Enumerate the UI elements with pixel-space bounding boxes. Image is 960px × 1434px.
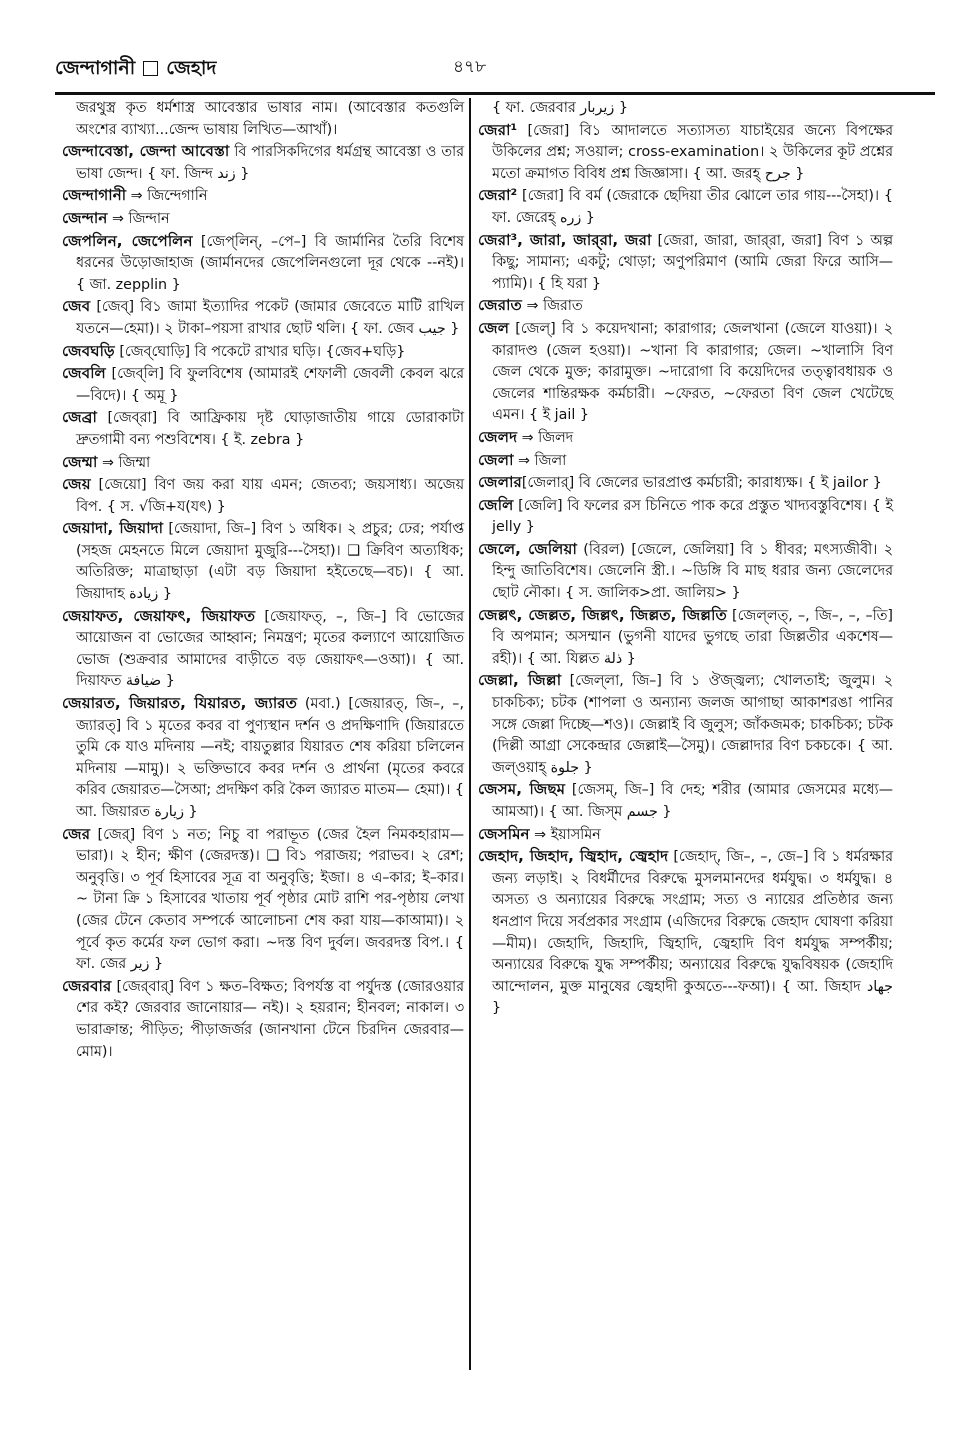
entry-headword: জেলদ [478, 427, 518, 446]
entry-definition: [জেরা] বি বর্ম (জেরাকে ছেদিয়া তীর ঝোলে তার গায়---সৈহা)। { ফা. জেরেহ্ زره } [492, 188, 893, 226]
entry-definition: [জেরা] বি১ আদালতে সত্যাসত্য যাচাইয়ের জন্যে বিপক্ষের উকিলের প্রশ্ন; সওয়াল; cross-examination। ২ উকিলের কূট প্রশ্নের মতো ক্রমাগত বিবিধ প্রশ্ন জিজ্ঞাসা। { আ. জরহ্ جرح } [492, 122, 893, 182]
entry-headword: জেরবার [62, 976, 112, 995]
dictionary-entry [478, 295, 893, 318]
dictionary-entry [62, 363, 464, 407]
dictionary-entry [478, 779, 893, 823]
dictionary-entry [62, 208, 464, 231]
dictionary-entry [62, 231, 464, 297]
entry-headword: জেরা¹ [478, 120, 518, 139]
running-head-left: জেন্দাগানী [55, 57, 136, 79]
entry-headword: জেল্লা, জিল্লা [478, 671, 562, 690]
entry-headword: জেলি [478, 495, 514, 514]
entry-headword: জেয় [62, 475, 91, 494]
entry-definition: ⇒ জিলদ [517, 429, 574, 446]
dictionary-entry [62, 141, 464, 185]
entry-headword: জেল্লৎ, জেল্লত, জিল্লৎ, জিল্লত, জিল্লতি [478, 605, 727, 624]
entry-definition: ⇒ জিরাত [521, 298, 583, 315]
entry-definition: [জেরা, জারা, জার্‌রা, জরা] বিণ ১ অল্প কিছু; সামান্য; একটু; থোড়া; অণুপরিমাণ (আমি জেরা ফিরে আসি—প্যামি)। { হি যরা } [492, 232, 893, 292]
entry-headword: জেলা [478, 450, 514, 469]
entry-headword: জেলে, জেলিয়া [478, 539, 577, 558]
dictionary-entry [478, 450, 893, 473]
dictionary-entry [478, 846, 893, 1020]
entry-definition: [জেহাদ্, জি–, –, জে–] বি ১ ধর্মরক্ষার জন্য লড়াই। ২ বিধর্মীদের বিরুদ্ধে মুসলমানদের ধর্মযুদ্ধ। ৩ ধর্মযুদ্ধ। ৪ অসত্য ও অন্যায়ের বিরুদ্ধে সংগ্রাম; সত্য ও ন্যায়ের প্রতিষ্ঠার জন্য ধনপ্রাণ দিয়ে সর্বপ্রকার সংগ্রাম (এজিদের বিরুদ্ধে জেহাদ ঘোষণা করিয়া —মীম)। জেহাদি, জিহাদি, জ্বিহাদি, জ্বেহাদি বিণ ধর্মযুদ্ধ সম্পর্কীয়; অন্যায়ের বিরুদ্ধে যুদ্ধ সম্পর্কীয়; অন্যায়ের বিরুদ্ধে যুদ্ধবিষয়ক (জেহাদি আন্দোলন, মুক্ত মানুষের জ্বেহাদী কুঅতে---ফআ)। { আ. জিহাদ جهاد } [492, 849, 893, 1017]
entry-definition: বি পারসিকদিগের ধর্মগ্রন্থ আবেস্তা ও তার ভাষা জেন্দ। { ফা. জিন্দ زند } [76, 144, 464, 182]
entry-headword: জেন্দান [62, 208, 108, 227]
entry-definition: [জেয়াফত্, –, জি–] বি ভোজের আয়োজন বা ভোজের আহ্বান; নিমন্ত্রণ; মৃতের কল্যাণে আয়োজিত ভোজ (শুক্রবার আমাদের বাড়ীতে বড় জেয়াফৎ—ওআ)। { আ. দিয়াফত ضيافة } [76, 608, 464, 690]
entry-definition: (মবা.) [জেয়ারত্, জি–, –, জ্যারত্] বি ১ মৃতের কবর বা পুণ্যস্থান দর্শন ও প্রদক্ষিণাদি (জিয়ারতে তুমি কে যাও মদিনায় —নই; বায়তুল্লার যিয়ারত শেষ করিয়া চলিলেন মদিনায় —মামু)। ২ ভক্তিভাবে কবর দর্শন ও প্রার্থনা (মৃতের কবরে করিব জেয়ারত—সৈআ; প্রদক্ষিণ করি কৈল জ্যারত মাতম— হেমা)। { আ. জিয়ারত زيارة } [76, 696, 464, 820]
entry-headword: জেলার [478, 473, 522, 492]
running-head-right: জেহাদ [166, 57, 217, 79]
square-separator-icon [143, 61, 158, 76]
entry-definition: [জেল্] বি ১ কয়েদখানা; কারাগার; জেলখানা (জেলে যাওয়া)। ২ কারাদণ্ড (জেল হওয়া)। ~খানা বি কারাগার; জেল। ~খালাসি বিণ জেল থেকে মুক্ত; কারামুক্ত। ~দারোগা বি কয়েদিদের তত্ত্বাবধায়ক ও জেলের শান্তিরক্ষক কর্মচারী। ~ফেরত, ~ফেরতা বিণ জেল খেটেছে এমন। { ই jail } [492, 320, 893, 424]
entry-definition: জরথুস্ত্র কৃত ধর্মশাস্ত্র আবেস্তার ভাষার নাম। (আবেস্তার কতগুলি অংশের ব্যাখ্যা...জেন্দ ভাষায় লিখিত—আখাঁ)। [76, 100, 464, 138]
entry-headword: জেব [62, 297, 91, 316]
entry-definition: ⇒ জিন্দেগানি [126, 188, 208, 205]
running-head [55, 54, 216, 86]
entry-headword: জেল [478, 318, 510, 337]
entry-headword: জের [62, 824, 91, 843]
entry-definition: [জেব্‌লি] বি ফুলবিশেষ (আমারই শেফালী জেবলী কেবল ঝরে—বিদে)। { অমূ } [76, 366, 464, 404]
entry-definition: [জেব্‌রা] বি আফ্রিকায় দৃষ্ট ঘোড়াজাতীয় গায়ে ডোরাকাটা দ্রুতগামী বন্য পশুবিশেষ। { ই. zebra } [76, 410, 464, 448]
entry-definition: [জেব্‌ঘোড়ি] বি পকেটে রাখার ঘড়ি। {জেব+ঘড়ি} [114, 343, 406, 360]
entry-definition: [জেল্‌লত্, –, জি–, –, –তি] বি অপমান; অসম্মান (ভুগনী যাদের ভুগছে তারা জিল্লতীর একশেষ—রহী)। { আ. যিল্লত ذلة } [492, 607, 893, 667]
entry-headword: জেপলিন, জেপেলিন [62, 231, 193, 250]
entry-headword: জেম্মা [62, 452, 98, 471]
dictionary-entry [62, 693, 464, 824]
dictionary-entry [62, 474, 464, 518]
entry-definition: [জেয়াদা, জি–] বিণ ১ অধিক। ২ প্রচুর; ঢের; পর্যাপ্ত (সহজ মেহনতে মিলে জেয়াদা মুজুরি---সৈহা)। ❑ ক্রিবিণ অত্যধিক; অতিরিক্ত; মাত্রাছাড়া (এটা বড় জিয়াদা হইতেছে—বচ)। { আ. জিয়াদাহ زيادة } [76, 521, 464, 603]
entry-definition: [জেলার্] বি জেলের ভারপ্রাপ্ত কর্মচারী; কারাধ্যক্ষ। { ই jailor } [521, 475, 882, 492]
entry-definition: [জেয়ো] বিণ জয় করা যায় এমন; জেতব্য; জয়সাধ্য। অজেয় বিপ. { স. √জি+য(যৎ) } [76, 477, 464, 515]
dictionary-entry [62, 518, 464, 605]
entry-headword: জেহাদ, জিহাদ, জ্বিহাদ, জ্বেহাদ [478, 847, 669, 866]
entry-headword: জেসম, জিছম [478, 780, 566, 799]
entry-definition: ⇒ জিন্দান [107, 210, 170, 227]
entry-headword: জেয়ারত, জিয়ারত, যিয়ারত, জ্যারত [62, 694, 298, 713]
entry-headword: জেয়াফত, জেয়াফৎ, জিয়াফত [62, 606, 256, 625]
entry-definition: [জেল্‌লা, জি–] বি ১ ঔজ্জ্বল্য; খোলতাই; জুলুম। ২ চাকচিক্য; চটক (শাপলা ও অন্যান্য জলজ আগাছা আকাশরঙা পানির সঙ্গে জেল্লা দিচ্ছে—শও)। জেল্লাই বি জুলুস; জাঁকজমক; চাকচিক্য; চটক (দিল্লী আগ্রা সেকেন্দ্রার জেল্লাই—সৈমু)। জেল্লাদার বিণ চকচকে। { আ. জল্‌ওয়াহ্ جلوة } [492, 673, 894, 776]
entry-definition: [জেসম্, জি–] বি দেহ; শরীর (আমার জেসমের মধ্যে— আমআ)। { আ. জিস্‌ম جسم } [492, 782, 894, 820]
entry-headword: জেসমিন [478, 824, 530, 843]
dictionary-entry [478, 185, 893, 229]
dictionary-entry [62, 606, 464, 693]
dictionary-entry [478, 495, 893, 539]
entry-definition: ⇒ ইয়াসমিন [529, 826, 601, 843]
entry-headword: জেন্দাবেস্তা, জেন্দা আবেস্তা [62, 142, 230, 161]
dictionary-entry [478, 98, 893, 120]
entry-headword: জেয়াদা, জিয়াদা [62, 519, 164, 538]
left-column [62, 98, 464, 1063]
entry-headword: জেবলি [62, 364, 106, 383]
entry-headword: জেবঘড়ি [62, 341, 115, 360]
header-rule [55, 92, 935, 95]
entry-definition: ⇒ জিলা [513, 452, 567, 469]
page-number: ৪৭৮ [453, 57, 487, 77]
dictionary-entry [478, 539, 893, 605]
dictionary-entry [478, 605, 893, 671]
entry-headword: জেন্দাগানী [62, 186, 127, 205]
entry-definition: [জেপ্‌লিন্, –পে–] বি জার্মানির তৈরি বিশেষ ধরনের উড়োজাহাজ (জার্মানদের জেপেলিনগুলো দূর থেকে --নই)। { জা. zepplin } [76, 233, 464, 293]
dictionary-entry [478, 472, 893, 495]
dictionary-entry [62, 98, 464, 141]
column-divider [469, 98, 471, 1370]
dictionary-entry [478, 427, 893, 450]
dictionary-entry [62, 341, 464, 364]
entry-definition: { ফা. জেরবার زيربار } [492, 100, 628, 116]
entry-definition: [জেলি] বি ফলের রস চিনিতে পাক করে প্রস্তুত খাদ্যবস্তুবিশেষ। { ই jelly } [492, 497, 893, 536]
dictionary-entry [62, 407, 464, 451]
dictionary-entry [478, 318, 893, 427]
dictionary-entry [62, 452, 464, 475]
entry-headword: জেরা³, জারা, জার্‌রা, জরা [478, 230, 652, 249]
entry-definition: [জের্‌বার্] বিণ ১ ক্ষত–বিক্ষত; বিপর্যস্ত বা পর্যুদস্ত (জোরওয়ার শের কই? জেরবার জানোয়ার— নই)। ২ হয়রান; হীনবল; নাকাল। ৩ ভারাক্রান্ত; পীড়িত; পীড়াজর্জর (জানখানা টেনে চিরদিন জেরবার—মোম)। [76, 978, 464, 1060]
dictionary-entry [62, 296, 464, 340]
dictionary-entry [478, 120, 893, 186]
entry-headword: জেরা² [478, 186, 518, 205]
dictionary-entry [478, 230, 893, 296]
dictionary-entry [62, 976, 464, 1063]
entry-definition: [জের্] বিণ ১ নত; নিচু বা পরাভূত (জের হৈল নিমকহারাম— ভারা)। ২ হীন; ক্ষীণ (জেরদস্ত)। ❑ বি১ পরাজয়; পরাভব। ২ রেশ; অনুবৃত্তি। ৩ পূর্ব হিসাবের সূত্র বা অনুবৃত্তি; ইজা। ৪ এ–কার; ই–কার। ~ টানা ক্রি ১ হিসাবের খাতায় পূর্ব পৃষ্ঠার মোট রাশি পর-পৃষ্ঠায় লেখা (জের টেনে কেতাব সম্পর্কে আলোচনা শেষ করা যায়—কাআমা)। ২ পূর্বে কৃত কর্মের ফল ভোগ করা। ~দস্ত বিণ দুর্বল। জবরদস্ত বিপ.। { ফা. জের زير } [76, 826, 464, 973]
page-header [55, 50, 935, 86]
entry-headword: জেরাত [478, 296, 522, 315]
dictionary-entry [62, 824, 464, 976]
entry-headword: জেব্রা [62, 408, 97, 427]
dictionary-entry [62, 185, 464, 208]
entry-definition: ⇒ জিম্মা [97, 454, 151, 471]
entry-definition: [জেব্] বি১ জামা ইত্যাদির পকেট (জামার জেবেতে মাটি রাখিল যতনে—হেমা)। ২ টাকা–পয়সা রাখার ছোট থলি। { ফা. জেব جيب } [76, 299, 464, 337]
entry-definition: (বিরল) [জেলে, জেলিয়া] বি ১ ধীবর; মৎস্যজীবী। ২ হিন্দু জাতিবিশেষ। জেলেনি স্ত্রী.। ~ডিঙ্গি বি মাছ ধরার জন্য জেলেদের ছোট নৌকা। { স. জালিক>প্রা. জালিয়> } [492, 541, 893, 602]
right-column [478, 98, 893, 1020]
dictionary-entry [478, 824, 893, 847]
dictionary-entry [478, 670, 893, 779]
